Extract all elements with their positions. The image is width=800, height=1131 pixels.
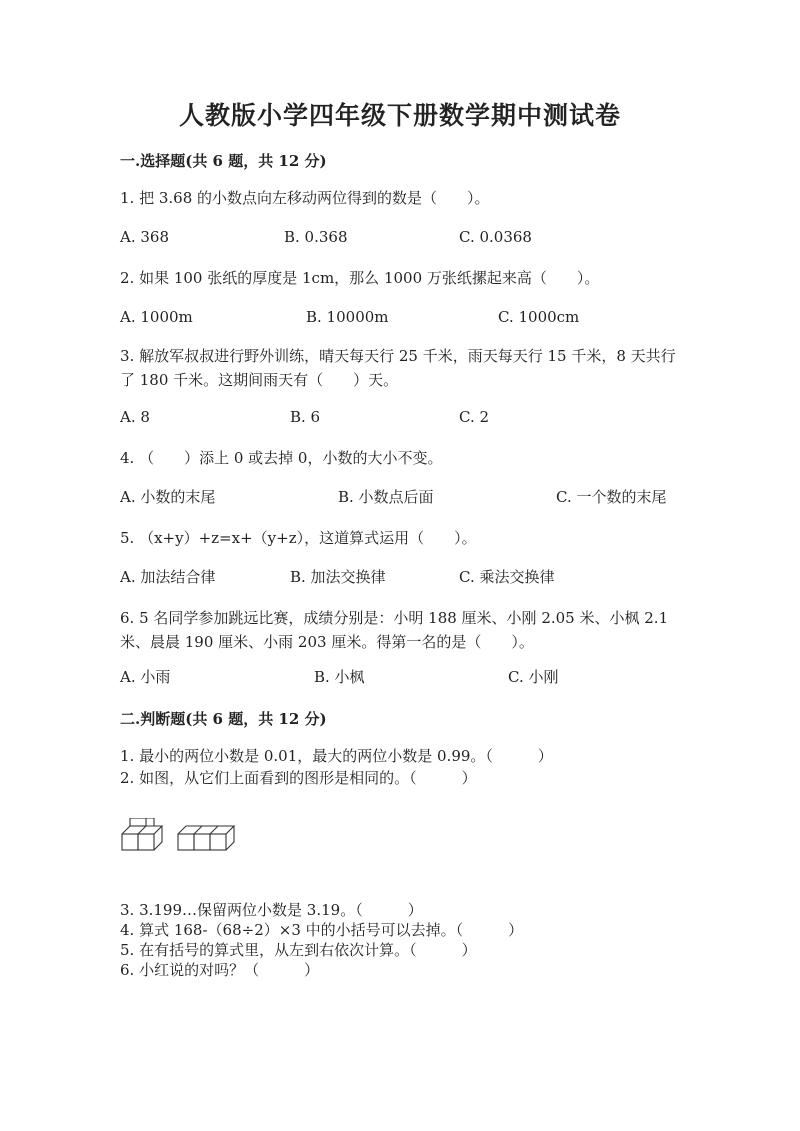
question-3: 3. 解放军叔叔进行野外训练，晴天每天行 25 千米，雨天每天行 15 千米，8 天共行了 180 千米。这期间雨天有（ ）天。 <box>120 347 676 389</box>
judgment-5: 5. 在有括号的算式里，从左到右依次计算。（ ） <box>120 941 477 959</box>
q3-option-a: A. 8 <box>120 408 150 426</box>
page-title: 人教版小学四年级下册数学期中测试卷 <box>178 101 621 130</box>
q1-option-b: B. 0.368 <box>284 228 348 246</box>
q4-option-b: B. 小数点后面 <box>338 488 434 506</box>
q6-option-c: C. 小刚 <box>508 668 559 686</box>
question-6: 6. 5 名同学参加跳远比赛，成绩分别是：小明 188 厘米、小刚 2.05 米、小枫 2.1 米、晨晨 190 厘米、小雨 203 厘米。得第一名的是（ ）。 <box>120 609 669 651</box>
judgment-1: 1. 最小的两位小数是 0.01，最大的两位小数是 0.99。（ ） <box>120 747 553 765</box>
section-heading-judgment: 二.判断题(共 6 题，共 12 分) <box>120 710 327 728</box>
q5-option-a: A. 加法结合律 <box>120 568 216 586</box>
q5-option-b: B. 加法交换律 <box>290 568 386 586</box>
cube-stack-figure <box>120 818 240 862</box>
judgment-4: 4. 算式 168-（68÷2）×3 中的小括号可以去掉。（ ） <box>120 921 524 939</box>
q4-option-a: A. 小数的末尾 <box>120 488 216 506</box>
section-heading-choice: 一.选择题(共 6 题，共 12 分) <box>120 152 327 170</box>
q3-option-c: C. 2 <box>459 408 490 426</box>
question-4: 4. （ ）添上 0 或去掉 0，小数的大小不变。 <box>120 449 443 467</box>
q2-option-b: B. 10000m <box>306 308 389 326</box>
question-5: 5. （x+y）+z=x+（y+z），这道算式运用（ ）。 <box>120 529 477 547</box>
judgment-2: 2. 如图，从它们上面看到的图形是相同的。（ ） <box>120 769 477 787</box>
q5-option-c: C. 乘法交换律 <box>459 568 555 586</box>
judgment-3: 3. 3.199…保留两位小数是 3.19。（ ） <box>120 901 423 919</box>
q3-option-b: B. 6 <box>290 408 321 426</box>
q2-option-c: C. 1000cm <box>498 308 580 326</box>
q1-option-a: A. 368 <box>120 228 169 246</box>
q6-option-a: A. 小雨 <box>120 668 171 686</box>
question-2: 2. 如果 100 张纸的厚度是 1cm，那么 1000 万张纸摞起来高（ ）。 <box>120 269 600 287</box>
q2-option-a: A. 1000m <box>120 308 193 326</box>
q1-option-c: C. 0.0368 <box>459 228 532 246</box>
question-1: 1. 把 3.68 的小数点向左移动两位得到的数是（ ）。 <box>120 189 490 207</box>
q4-option-c: C. 一个数的末尾 <box>556 488 667 506</box>
q6-option-b: B. 小枫 <box>314 668 365 686</box>
judgment-6: 6. 小红说的对吗？（ ） <box>120 961 320 979</box>
